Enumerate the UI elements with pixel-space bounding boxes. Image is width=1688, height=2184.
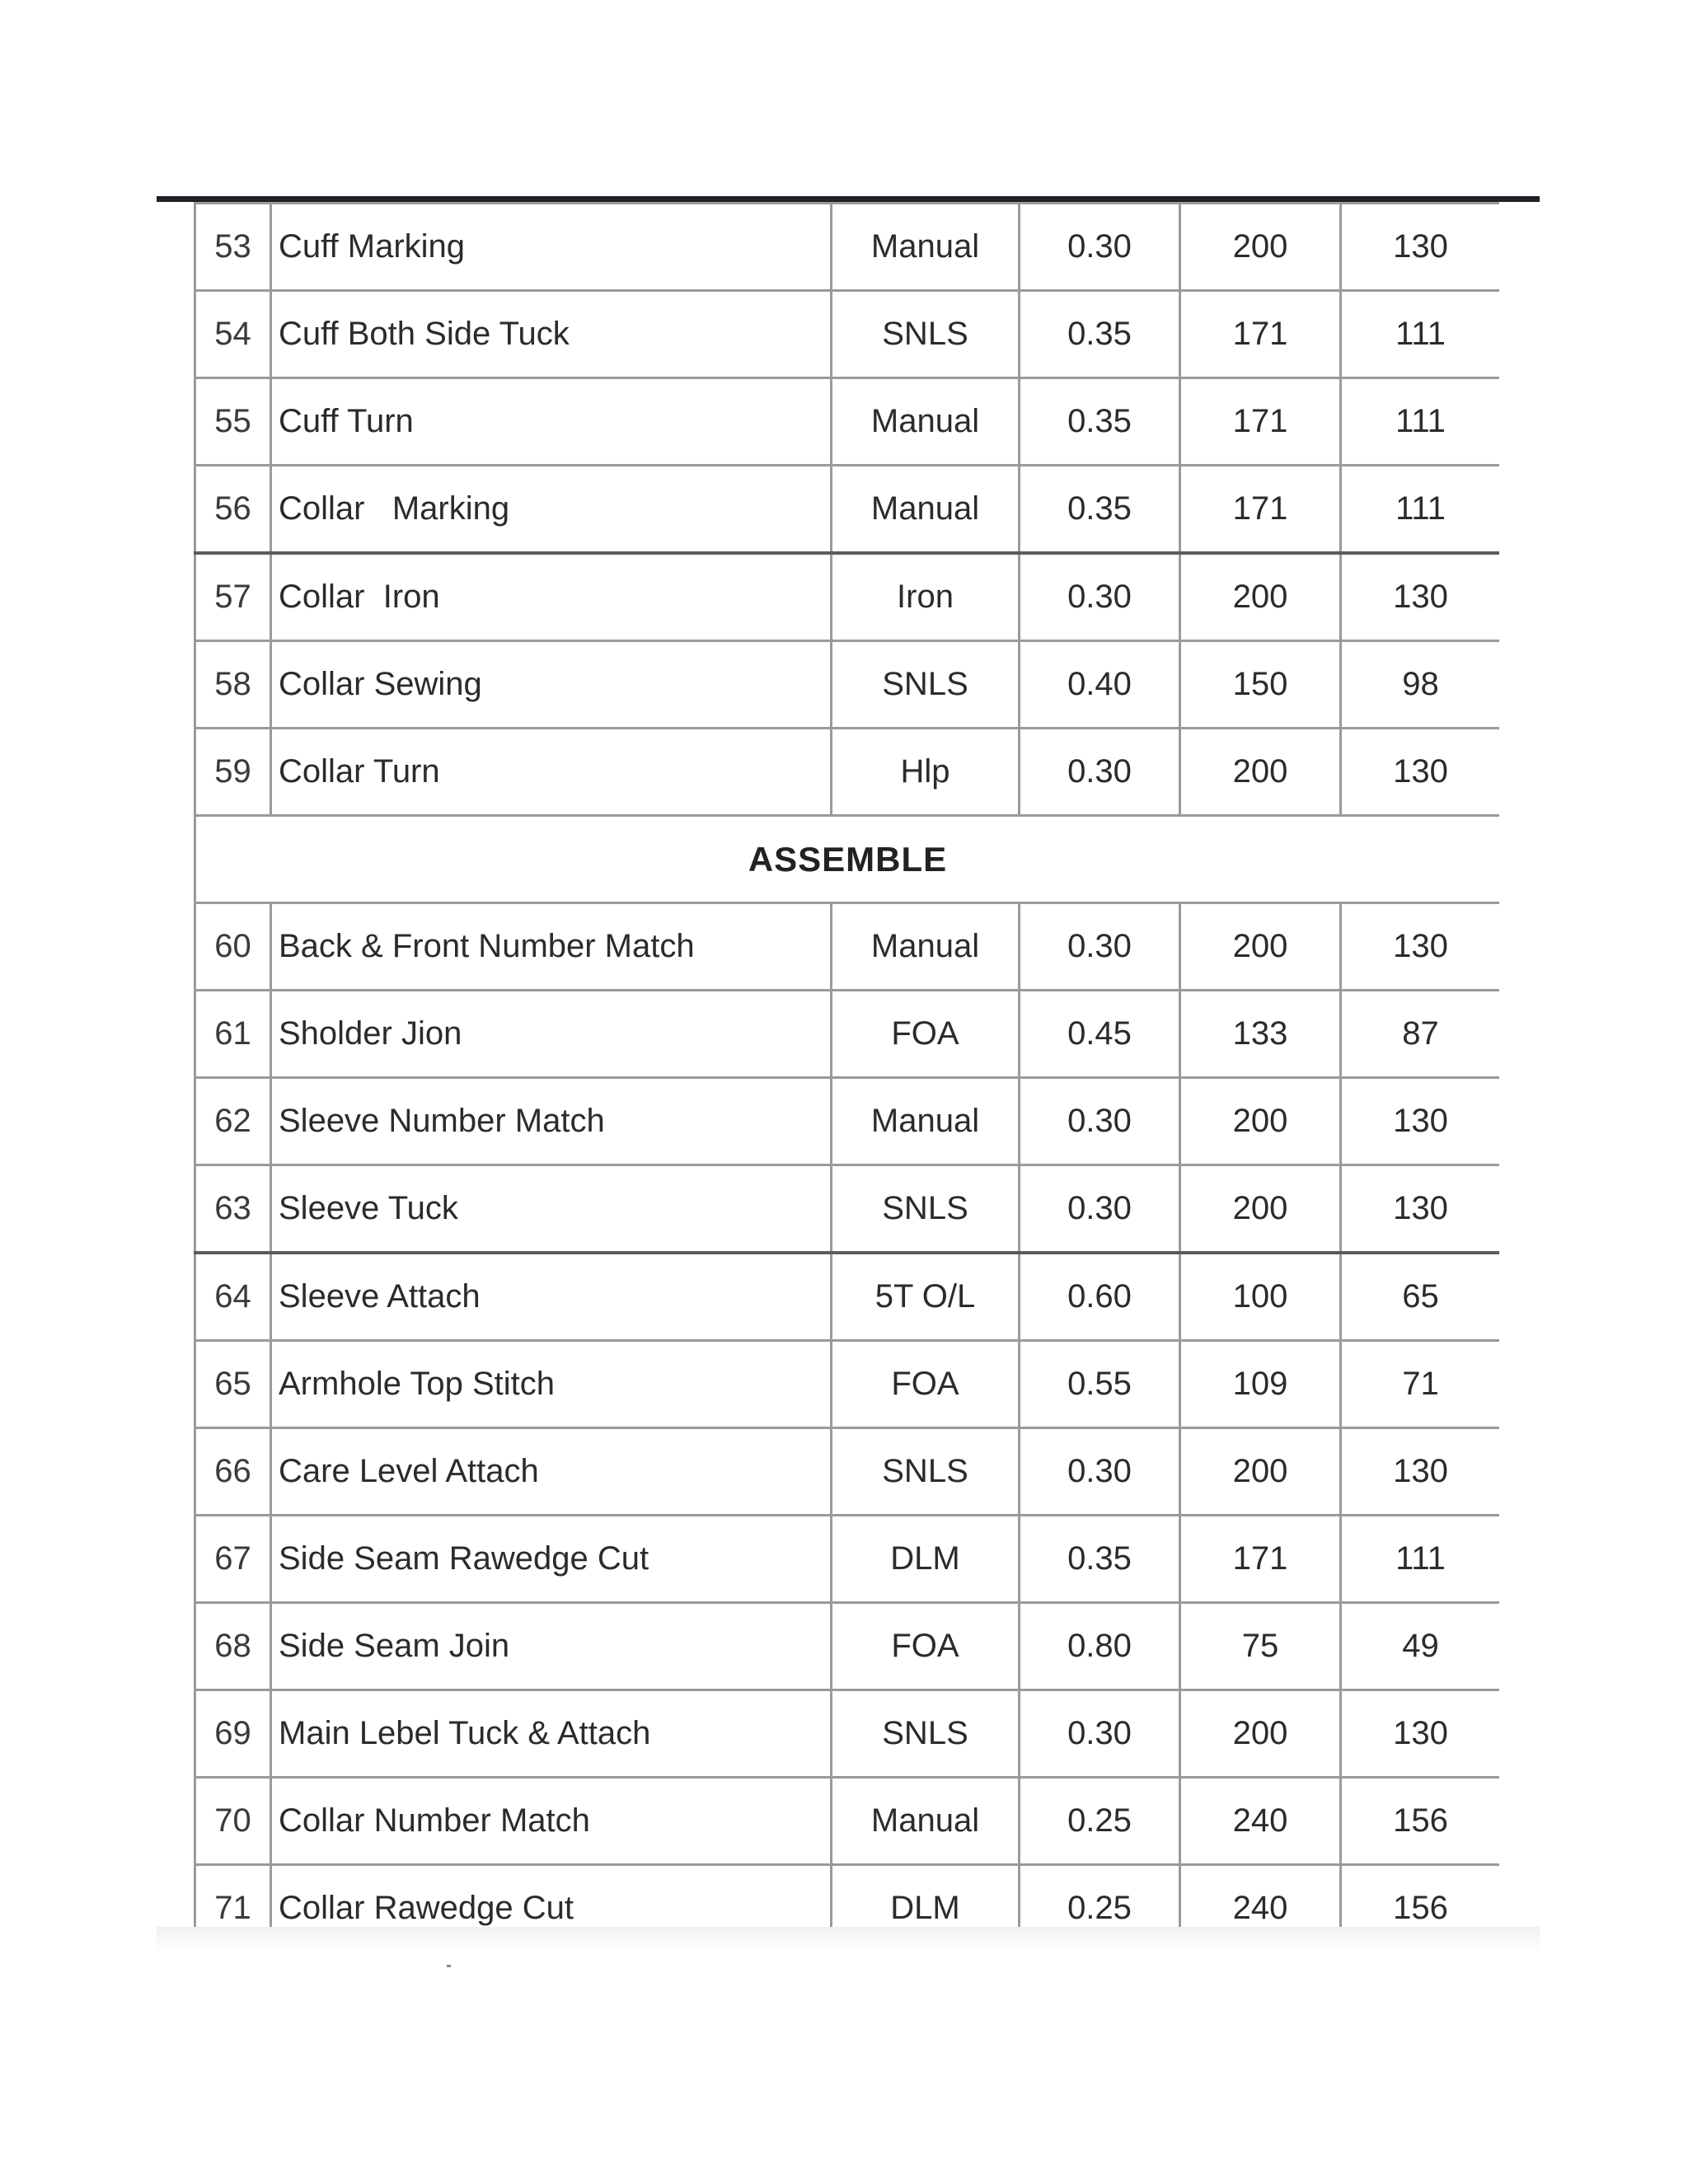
section-row	[195, 816, 1500, 903]
operation-name-cell: Collar Sewing	[271, 641, 832, 729]
machine-type-cell: Manual	[832, 1078, 1020, 1165]
smv-cell: 0.30	[1020, 1165, 1180, 1254]
smv-cell: 0.30	[1020, 1078, 1180, 1165]
operation-name-cell: Care Level Attach	[271, 1428, 832, 1516]
serial-number-cell: 69	[195, 1690, 271, 1778]
operation-name-cell: Collar Iron	[271, 553, 832, 641]
table-row	[195, 378, 1500, 466]
target-secondary-cell: 111	[1341, 1516, 1500, 1603]
operation-name-cell: Sleeve Tuck	[271, 1165, 832, 1254]
target-secondary-cell: 130	[1341, 1078, 1500, 1165]
target-cell: 171	[1180, 378, 1341, 466]
serial-number-cell: 62	[195, 1078, 271, 1165]
target-cell: 100	[1180, 1253, 1341, 1341]
serial-number-cell: 60	[195, 903, 271, 991]
target-cell: 200	[1180, 1690, 1341, 1778]
machine-type-cell: SNLS	[832, 1690, 1020, 1778]
table-row	[195, 1165, 1500, 1254]
table-row	[195, 553, 1500, 641]
target-secondary-cell: 65	[1341, 1253, 1500, 1341]
operations-table	[194, 202, 1499, 1949]
serial-number-cell: 63	[195, 1165, 271, 1254]
serial-number-cell: 70	[195, 1778, 271, 1865]
target-secondary-cell: 130	[1341, 1428, 1500, 1516]
target-cell: 200	[1180, 204, 1341, 291]
serial-number-cell: 68	[195, 1603, 271, 1690]
target-cell: 240	[1180, 1778, 1341, 1865]
machine-type-cell: Iron	[832, 553, 1020, 641]
machine-type-cell: Manual	[832, 378, 1020, 466]
serial-number-cell: 61	[195, 991, 271, 1078]
target-secondary-cell: 111	[1341, 466, 1500, 554]
machine-type-cell: SNLS	[832, 1165, 1020, 1254]
serial-number-cell: 65	[195, 1341, 271, 1428]
smv-cell: 0.25	[1020, 1778, 1180, 1865]
table-row	[195, 991, 1500, 1078]
operation-name-cell: Collar Marking	[271, 466, 832, 554]
target-secondary-cell: 111	[1341, 291, 1500, 378]
smv-cell: 0.80	[1020, 1603, 1180, 1690]
table-row	[195, 641, 1500, 729]
top-rule	[157, 196, 1540, 202]
smv-cell: 0.30	[1020, 553, 1180, 641]
target-secondary-cell: 87	[1341, 991, 1500, 1078]
target-cell: 171	[1180, 291, 1341, 378]
scan-speck	[447, 1965, 451, 1967]
table-row	[195, 466, 1500, 554]
target-cell: 109	[1180, 1341, 1341, 1428]
serial-number-cell: 59	[195, 729, 271, 816]
operation-name-cell: Back & Front Number Match	[271, 903, 832, 991]
serial-number-cell: 58	[195, 641, 271, 729]
target-secondary-cell: 130	[1341, 903, 1500, 991]
target-secondary-cell: 130	[1341, 204, 1500, 291]
smv-cell: 0.60	[1020, 1253, 1180, 1341]
operation-name-cell: Cuff Turn	[271, 378, 832, 466]
target-secondary-cell: 130	[1341, 729, 1500, 816]
smv-cell: 0.35	[1020, 1516, 1180, 1603]
operation-name-cell: Side Seam Join	[271, 1603, 832, 1690]
target-cell: 75	[1180, 1603, 1341, 1690]
target-secondary-cell: 98	[1341, 641, 1500, 729]
machine-type-cell: Manual	[832, 466, 1020, 554]
machine-type-cell: SNLS	[832, 1428, 1020, 1516]
machine-type-cell: Manual	[832, 1778, 1020, 1865]
machine-type-cell: SNLS	[832, 641, 1020, 729]
target-cell: 200	[1180, 1078, 1341, 1165]
target-cell: 171	[1180, 466, 1341, 554]
table-row	[195, 1428, 1500, 1516]
table-row	[195, 1516, 1500, 1603]
machine-type-cell: Hlp	[832, 729, 1020, 816]
machine-type-cell: Manual	[832, 903, 1020, 991]
serial-number-cell: 57	[195, 553, 271, 641]
smv-cell: 0.35	[1020, 291, 1180, 378]
smv-cell: 0.45	[1020, 991, 1180, 1078]
machine-type-cell: 5T O/L	[832, 1253, 1020, 1341]
smv-cell: 0.30	[1020, 204, 1180, 291]
machine-type-cell: Manual	[832, 204, 1020, 291]
operation-name-cell: Collar Turn	[271, 729, 832, 816]
smv-cell: 0.30	[1020, 729, 1180, 816]
machine-type-cell: FOA	[832, 1603, 1020, 1690]
machine-type-cell: FOA	[832, 991, 1020, 1078]
machine-type-cell: FOA	[832, 1341, 1020, 1428]
operations-table-body	[195, 204, 1500, 1950]
target-cell: 133	[1180, 991, 1341, 1078]
target-cell: 200	[1180, 1428, 1341, 1516]
operation-name-cell: Collar Number Match	[271, 1778, 832, 1865]
table-row	[195, 903, 1500, 991]
table-row	[195, 1690, 1500, 1778]
table-row	[195, 1253, 1500, 1341]
smv-cell: 0.30	[1020, 903, 1180, 991]
smv-cell: 0.25	[1020, 1865, 1180, 1950]
operation-name-cell: Side Seam Rawedge Cut	[271, 1516, 832, 1603]
operation-name-cell: Cuff Both Side Tuck	[271, 291, 832, 378]
operation-name-cell: Sleeve Number Match	[271, 1078, 832, 1165]
target-cell: 240	[1180, 1865, 1341, 1950]
target-secondary-cell: 156	[1341, 1778, 1500, 1865]
serial-number-cell: 53	[195, 204, 271, 291]
target-secondary-cell: 130	[1341, 1165, 1500, 1254]
target-cell: 200	[1180, 553, 1341, 641]
target-secondary-cell: 111	[1341, 378, 1500, 466]
table-row	[195, 1341, 1500, 1428]
table-row	[195, 1078, 1500, 1165]
table-row	[195, 291, 1500, 378]
smv-cell: 0.30	[1020, 1690, 1180, 1778]
target-secondary-cell: 49	[1341, 1603, 1500, 1690]
section-heading: ASSEMBLE	[195, 816, 1500, 903]
target-secondary-cell: 71	[1341, 1341, 1500, 1428]
target-cell: 171	[1180, 1516, 1341, 1603]
table-row	[195, 1603, 1500, 1690]
table-row	[195, 729, 1500, 816]
machine-type-cell: SNLS	[832, 291, 1020, 378]
smv-cell: 0.40	[1020, 641, 1180, 729]
serial-number-cell: 66	[195, 1428, 271, 1516]
serial-number-cell: 56	[195, 466, 271, 554]
serial-number-cell: 67	[195, 1516, 271, 1603]
smv-cell: 0.55	[1020, 1341, 1180, 1428]
page-cut-edge	[157, 1927, 1540, 1952]
target-cell: 200	[1180, 1165, 1341, 1254]
operation-name-cell: Sholder Jion	[271, 991, 832, 1078]
operation-name-cell: Sleeve Attach	[271, 1253, 832, 1341]
target-cell: 200	[1180, 729, 1341, 816]
target-secondary-cell: 130	[1341, 1690, 1500, 1778]
target-cell: 150	[1180, 641, 1341, 729]
machine-type-cell: DLM	[832, 1516, 1020, 1603]
smv-cell: 0.35	[1020, 378, 1180, 466]
operation-name-cell: Collar Rawedge Cut	[271, 1865, 832, 1950]
serial-number-cell: 71	[195, 1865, 271, 1950]
operation-name-cell: Armhole Top Stitch	[271, 1341, 832, 1428]
target-secondary-cell: 130	[1341, 553, 1500, 641]
smv-cell: 0.30	[1020, 1428, 1180, 1516]
serial-number-cell: 55	[195, 378, 271, 466]
operations-sheet	[194, 202, 1499, 1949]
table-row	[195, 204, 1500, 291]
serial-number-cell: 64	[195, 1253, 271, 1341]
serial-number-cell: 54	[195, 291, 271, 378]
target-cell: 200	[1180, 903, 1341, 991]
target-secondary-cell: 156	[1341, 1865, 1500, 1950]
smv-cell: 0.35	[1020, 466, 1180, 554]
machine-type-cell: DLM	[832, 1865, 1020, 1950]
table-row	[195, 1778, 1500, 1865]
operation-name-cell: Main Lebel Tuck & Attach	[271, 1690, 832, 1778]
operation-name-cell: Cuff Marking	[271, 204, 832, 291]
